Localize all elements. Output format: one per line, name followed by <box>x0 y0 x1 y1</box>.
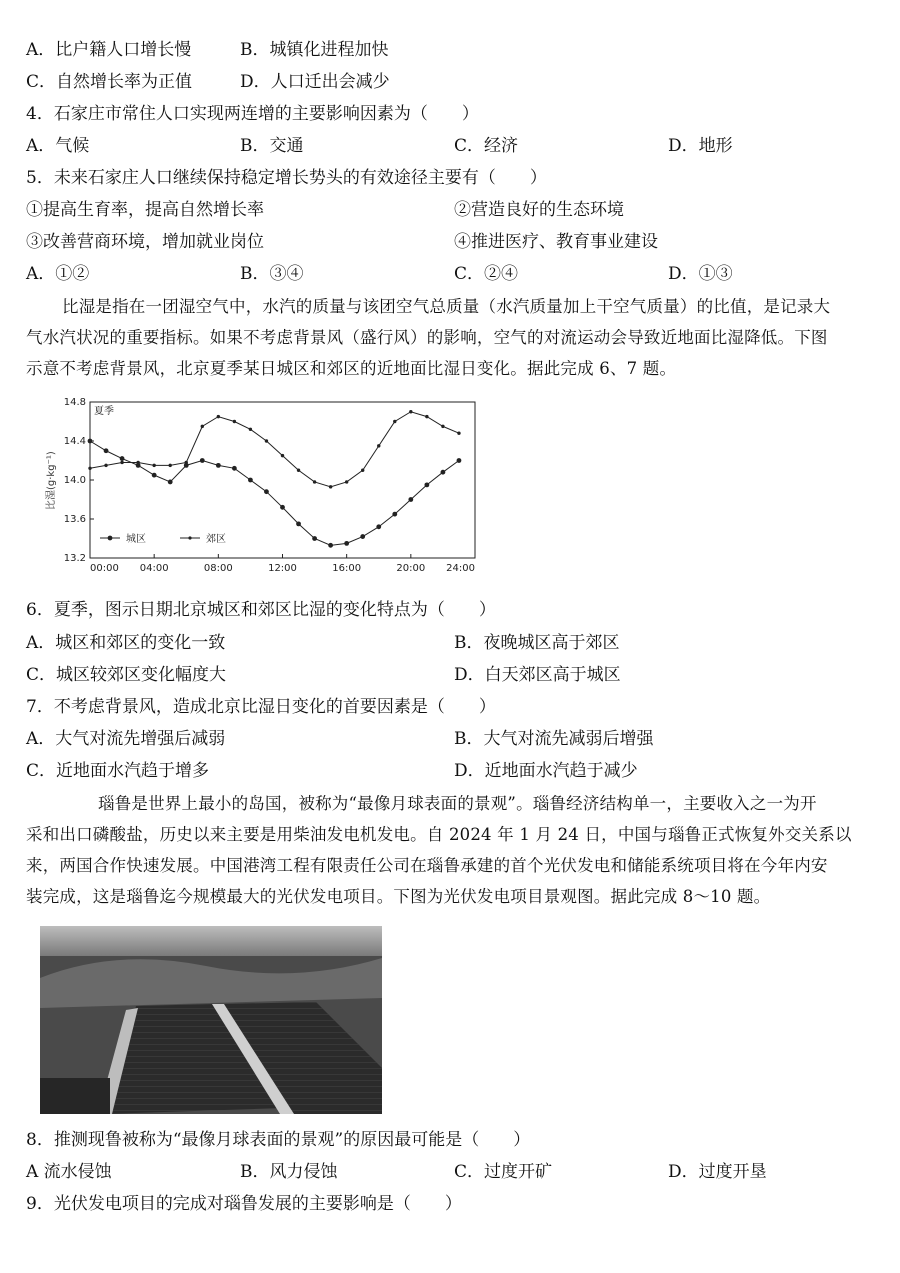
legend-marker-urban <box>108 536 113 541</box>
passage2-line3: 来，两国合作快速发展。中国港湾工程有限责任公司在瑙鲁承建的首个光伏发电和储能系统项目将在今年内安 <box>26 856 828 875</box>
point-suburb <box>169 464 172 467</box>
point-urban <box>441 470 446 475</box>
point-urban <box>120 456 125 461</box>
point-suburb <box>233 420 236 423</box>
q8-option-a: A 流水侵蚀 <box>26 1162 112 1182</box>
q7-option-a: A．大气对流先增强后减弱 <box>26 729 226 749</box>
photo-foreground <box>40 1078 110 1114</box>
point-suburb <box>393 420 396 423</box>
q7-stem: 7．不考虑背景风，造成北京比湿日变化的首要因素是（ ） <box>26 697 496 717</box>
point-suburb <box>345 480 348 483</box>
q6-option-a: A．城区和郊区的变化一致 <box>26 633 226 653</box>
q5-option-a: A．①② <box>26 264 90 284</box>
humidity-chart <box>28 392 480 580</box>
q3-option-a: A．比户籍人口增长慢 <box>26 40 192 60</box>
point-suburb <box>120 461 123 464</box>
point-suburb <box>88 467 91 470</box>
q8-stem: 8．推测现鲁被称为“最像月球表面的景观”的原因最可能是（ ） <box>26 1130 531 1150</box>
y-tick-label: 14.4 <box>63 436 86 447</box>
legend-marker-suburb <box>188 536 191 539</box>
q5-option-d: D．①③ <box>668 264 733 284</box>
q3-option-d: D．人口迁出会减少 <box>240 72 390 92</box>
point-urban <box>376 524 381 529</box>
q8-option-d: D．过度开垦 <box>668 1162 767 1182</box>
q6-stem: 6．夏季，图示日期北京城区和郊区比湿的变化特点为（ ） <box>26 600 496 620</box>
passage1-line1: 比湿是指在一团湿空气中，水汽的质量与该团空气总质量（水汽质量加上干空气质量）的比值，是记录大 <box>62 297 831 316</box>
point-suburb <box>377 444 380 447</box>
point-urban <box>392 512 397 517</box>
passage2-line2: 采和出口磷酸盐，历史以来主要是用柴油发电机发电。自 2024 年 1 月 24 日，中国与瑙鲁正式恢复外交关系以 <box>26 825 852 844</box>
q5-option-b: B．③④ <box>240 264 304 284</box>
point-urban <box>296 521 301 526</box>
point-suburb <box>136 461 139 464</box>
q5-item-4: ④推进医疗、教育事业建设 <box>454 232 658 252</box>
point-suburb <box>297 469 300 472</box>
y-tick-label: 14.0 <box>63 475 86 486</box>
q7-option-d: D．近地面水汽趋于减少 <box>454 761 638 781</box>
point-urban <box>264 489 269 494</box>
point-urban <box>168 480 173 485</box>
point-suburb <box>185 461 188 464</box>
series-line-urban <box>90 441 459 545</box>
q5-item-3: ③改善营商环境，增加就业岗位 <box>26 232 264 252</box>
q7-option-b: B．大气对流先减弱后增强 <box>454 729 654 749</box>
q4-option-b: B．交通 <box>240 136 304 156</box>
y-axis-label: 比湿(g·kg⁻¹) <box>46 451 57 510</box>
q5-stem: 5．未来石家庄人口继续保持稳定增长势头的有效途径主要有（ ） <box>26 168 547 188</box>
passage1-line2: 气水汽状况的重要指标。如果不考虑背景风（盛行风）的影响，空气的对流运动会导致近地面比湿降低。下图 <box>26 328 828 347</box>
chart-title: 夏季 <box>94 406 114 417</box>
passage2-line4: 装完成，这是瑙鲁迄今规模最大的光伏发电项目。下图为光伏发电项目景观图。据此完成 8～10 题。 <box>26 887 771 906</box>
point-suburb <box>265 439 268 442</box>
point-urban <box>424 482 429 487</box>
q8-option-c: C．过度开矿 <box>454 1162 553 1182</box>
legend-label-urban: 城区 <box>126 534 146 545</box>
q6-option-b: B．夜晚城区高于郊区 <box>454 633 620 653</box>
point-urban <box>232 466 237 471</box>
passage2-line1: 瑙鲁是世界上最小的岛国，被称为“最像月球表面的景观”。瑙鲁经济结构单一，主要收入之一为开 <box>98 794 817 813</box>
point-suburb <box>441 425 444 428</box>
q5-option-c: C．②④ <box>454 264 519 284</box>
point-urban <box>248 478 253 483</box>
point-urban <box>457 458 462 463</box>
point-suburb <box>329 485 332 488</box>
x-tick-label: 08:00 <box>203 563 233 574</box>
q8-option-b: B．风力侵蚀 <box>240 1162 338 1182</box>
q4-option-c: C．经济 <box>454 136 519 156</box>
point-urban <box>280 505 285 510</box>
x-tick-label: 16:00 <box>332 563 362 574</box>
x-tick-label: 12:00 <box>268 563 297 574</box>
point-urban <box>312 536 317 541</box>
point-urban <box>200 458 205 463</box>
q4-option-a: A．气候 <box>26 136 90 156</box>
plot-frame <box>90 402 475 558</box>
q4-option-d: D．地形 <box>668 136 733 156</box>
point-urban <box>408 497 413 502</box>
q5-item-1: ①提高生育率，提高自然增长率 <box>26 200 264 220</box>
point-urban <box>152 473 157 478</box>
point-suburb <box>201 425 204 428</box>
legend <box>100 532 226 545</box>
humidity-chart-svg <box>28 392 480 580</box>
x-tick-label: 24:00 <box>446 563 475 574</box>
point-urban <box>344 541 349 546</box>
point-suburb <box>457 432 460 435</box>
passage1-line3: 示意不考虑背景风，北京夏季某日城区和郊区的近地面比湿日变化。据此完成 6、7 题。 <box>26 359 677 378</box>
solar-project-photo <box>26 918 386 1118</box>
point-suburb <box>217 415 220 418</box>
q9-stem: 9．光伏发电项目的完成对瑙鲁发展的主要影响是（ ） <box>26 1194 462 1214</box>
point-suburb <box>249 428 252 431</box>
legend-label-suburb: 郊区 <box>206 534 226 545</box>
q3-option-c: C．自然增长率为正值 <box>26 72 193 92</box>
q6-option-d: D．白天郊区高于城区 <box>454 665 621 685</box>
y-tick-label: 13.2 <box>63 553 86 564</box>
x-tick-label: 04:00 <box>139 563 169 574</box>
point-suburb <box>409 410 412 413</box>
q7-option-c: C．近地面水汽趋于增多 <box>26 761 210 781</box>
point-urban <box>216 463 221 468</box>
point-urban <box>328 543 333 548</box>
point-suburb <box>104 464 107 467</box>
point-urban <box>360 534 365 539</box>
x-tick-label: 00:00 <box>90 563 119 574</box>
point-suburb <box>152 464 155 467</box>
photo-sky <box>40 926 382 956</box>
q4-stem: 4．石家庄市常住人口实现两连增的主要影响因素为（ ） <box>26 104 479 124</box>
solar-photo-svg <box>26 918 386 1118</box>
point-urban <box>104 448 109 453</box>
y-tick-label: 14.8 <box>63 397 86 408</box>
point-suburb <box>361 469 364 472</box>
q5-item-2: ②营造良好的生态环境 <box>454 200 624 220</box>
q6-option-c: C．城区较郊区变化幅度大 <box>26 665 227 685</box>
point-urban <box>88 439 93 444</box>
q3-option-b: B．城镇化进程加快 <box>240 40 389 60</box>
series-line-suburb <box>90 412 459 487</box>
y-tick-label: 13.6 <box>63 514 86 525</box>
point-suburb <box>313 480 316 483</box>
x-tick-label: 20:00 <box>396 563 426 574</box>
point-suburb <box>425 415 428 418</box>
point-suburb <box>281 454 284 457</box>
